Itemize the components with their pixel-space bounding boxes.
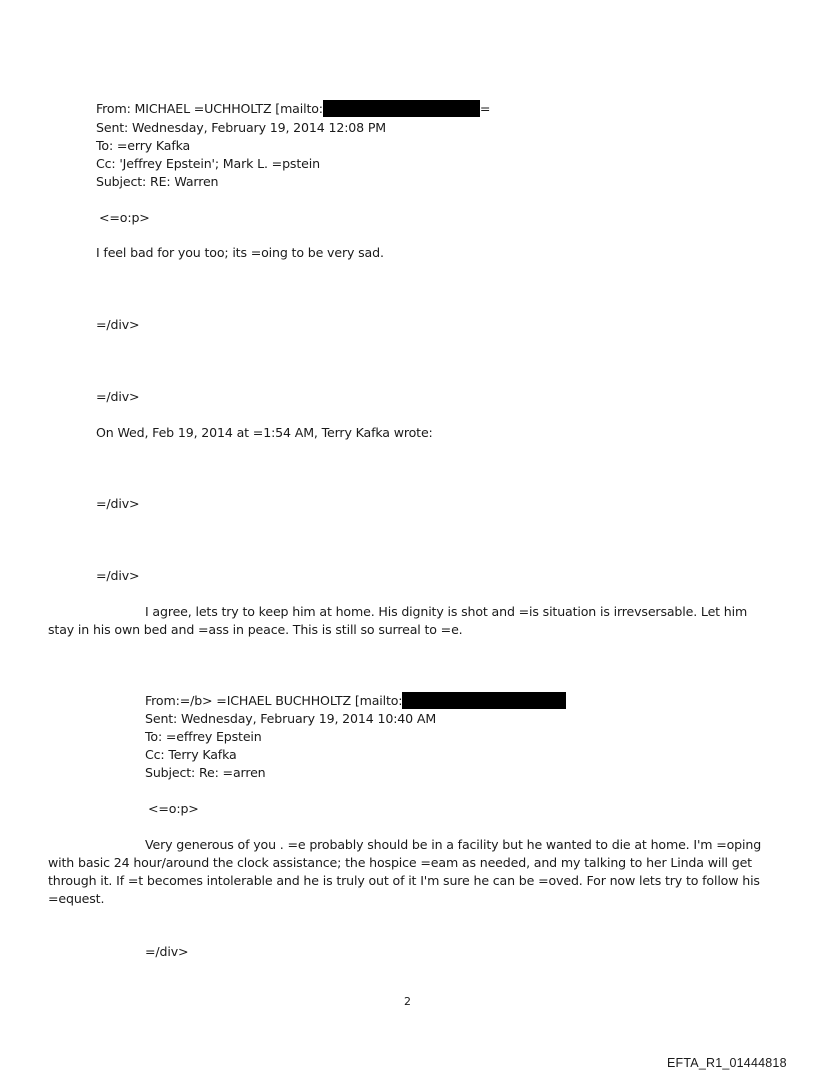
- reply-paragraph: I agree, lets try to keep him at home. His dignity is shot and =is situation is irrevsersable. Let him stay in his own bed and =ass in peace. This is still so surreal to =e.: [48, 604, 748, 637]
- div-close-tag-5: =/div>: [145, 944, 189, 959]
- email3-from-text: From:=/b> =ICHAEL BUCHHOLTZ [mailto:: [145, 693, 403, 708]
- email1-body: I feel bad for you too; its =oing to be very sad.: [96, 245, 384, 260]
- email3-body: Very generous of you . =e probably should be in a facility but he wanted to die at home. I'm =oping with basic 24 hour/around the clock assistance; the hospice =eam as needed, and my talking to her Linda will get through it. If =t becomes intolerable and he is truly out of it I'm sure he can be =oved. For now lets try to follow his =equest.: [48, 837, 762, 906]
- email3-cc: Cc: Terry Kafka: [145, 747, 237, 762]
- email1-from: [96, 100, 490, 118]
- email1-to: To: =erry Kafka: [96, 138, 191, 153]
- div-close-tag-4: =/div>: [96, 568, 140, 583]
- email1-from-text: From: MICHAEL =UCHHOLTZ [mailto:: [96, 101, 323, 116]
- email3-from: [145, 692, 566, 710]
- page-number: 2: [404, 995, 411, 1008]
- email3-op-tag: <=o:p>: [148, 801, 199, 816]
- email3-to: To: =effrey Epstein: [145, 729, 262, 744]
- div-close-tag-3: =/div>: [96, 496, 140, 511]
- email1-op-tag: <=o:p>: [99, 210, 150, 225]
- email3-subject: Subject: Re: =arren: [145, 765, 266, 780]
- div-close-tag-1: =/div>: [96, 317, 140, 332]
- div-close-tag-2: =/div>: [96, 389, 140, 404]
- redaction-block: [402, 692, 566, 709]
- email1-subject: Subject: RE: Warren: [96, 174, 219, 189]
- quote-header: On Wed, Feb 19, 2014 at =1:54 AM, Terry Kafka wrote:: [96, 425, 433, 440]
- email1-cc: Cc: 'Jeffrey Epstein'; Mark L. =pstein: [96, 156, 320, 171]
- email1-from-suffix: =: [479, 101, 491, 116]
- redaction-block: [323, 100, 480, 117]
- email3-sent: Sent: Wednesday, February 19, 2014 10:40 AM: [145, 711, 437, 726]
- email1-sent: Sent: Wednesday, February 19, 2014 12:08 PM: [96, 120, 387, 135]
- document-id: EFTA_R1_01444818: [667, 1056, 787, 1070]
